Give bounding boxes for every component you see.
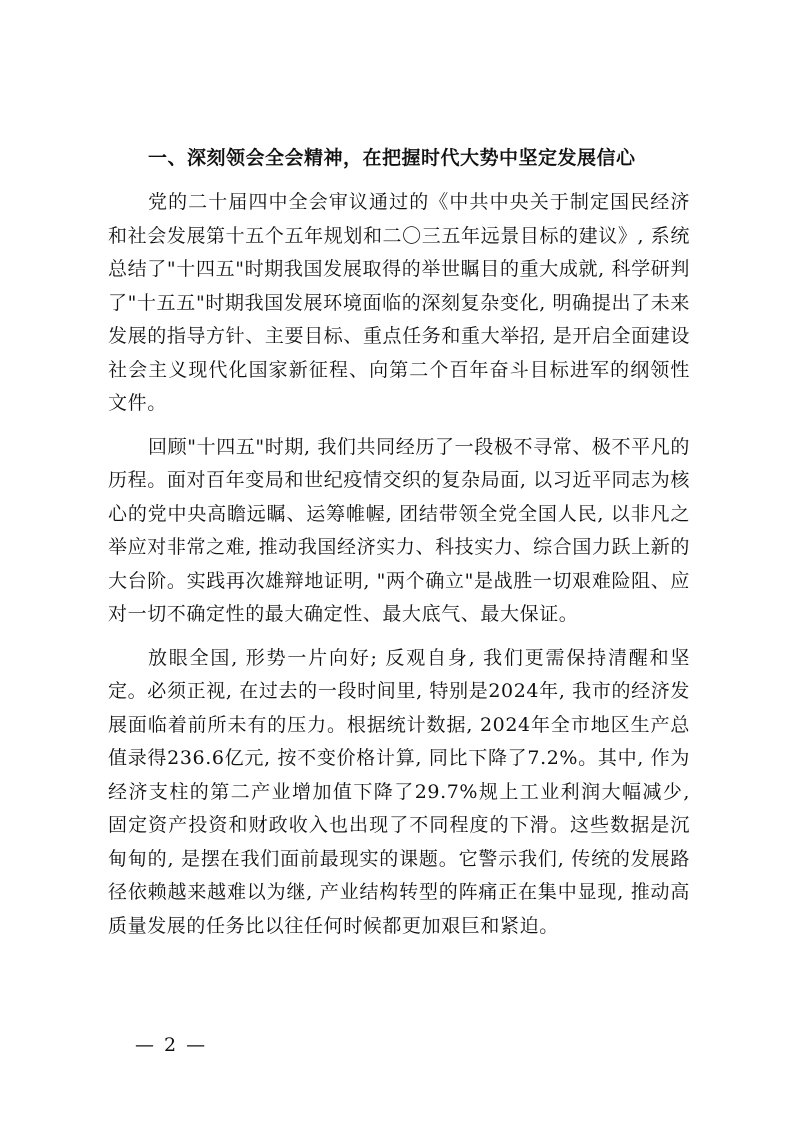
paragraph-1: 党的二十届四中全会审议通过的《中共中央关于制定国民经济和社会发展第十五个五年规划和二〇三五年远景目标的建议》, 系统总结了"十四五"时期我国发展取得的举世瞩目的重大成就, 科学研判了"十五五"时期我国发展环境面临的深刻复杂变化, 明确提出了未来发展的指导方针、主要目标、重点任务和重大举招, 是开启全面建设社会主义现代化国家新征程、向第二个百年奋斗目标进军的纲领性文件。 [108,191,690,414]
paragraph-2: 回顾"十四五"时期, 我们共同经历了一段极不寻常、极不平凡的历程。面对百年变局和世纪疫情交织的复杂局面, 以习近平同志为核心的党中央高瞻远瞩、运筹帷幄, 团结带领全党全国人民, 以非凡之举应对非常之难, 推动我国经济实力、科技实力、综合国力跃上新的大台阶。实践再次雄辩地证明, "两个确立"是战胜一切艰难险阻、应对一切不确定性的最大确定性、最大底气、最大保证。 [108,435,690,625]
page-number: — 2 — [135,1034,208,1056]
paragraph-3: 放眼全国, 形势一片向好; 反观自身, 我们更需保持清醒和坚定。必须正视, 在过去的一段时间里, 特别是2024年, 我市的经济发展面临着前所未有的压力。根据统计数据, 2024年全市地区生产总值录得236.6亿元, 按不变价格计算, 同比下降了7.2%。其中, 作为经济支柱的第二产业增加值下降了29.7%规上工业利润大幅减少, 固定资产投资和财政收入也出现了不同程度的下滑。这些数据是沉甸甸的, 是摆在我们面前最现实的课题。它警示我们, 传统的发展路径依赖越来越难以为继, 产业结构转型的阵痛正在集中显现, 推动高质量发展的任务比以往任何时候都更加艰巨和紧迫。 [108,646,690,937]
document-body [108,142,690,953]
section-heading: 一、深刻领会全会精神，在把握时代大势中坚定发展信心 [148,147,636,169]
